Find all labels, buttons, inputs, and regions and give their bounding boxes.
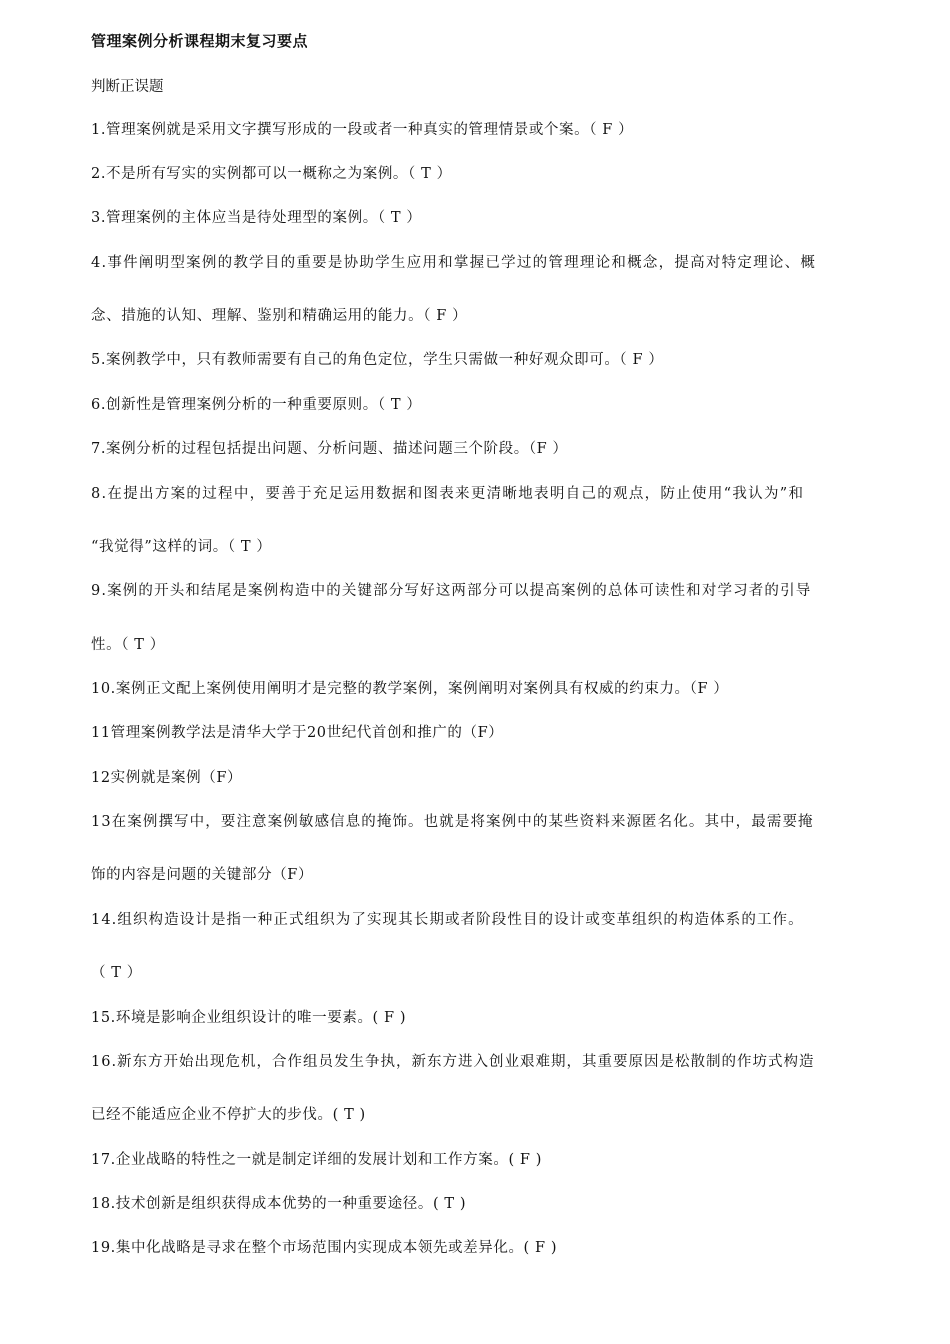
question-line-continued: 念、措施的认知、理解、鉴别和精确运用的能力。（ F ） bbox=[91, 308, 468, 324]
question-line: 5.案例教学中，只有教师需要有自己的角色定位，学生只需做一种好观众即可。（ F ） bbox=[91, 352, 664, 368]
question-line-continued: “我觉得”这样的词。（ T ） bbox=[91, 539, 272, 555]
question-line: 8.在提出方案的过程中，要善于充足运用数据和图表来更清晰地表明自己的观点，防止使用“我认为”和 bbox=[91, 486, 805, 502]
question-line-continued: 已经不能适应企业不停扩大的步伐。( T ) bbox=[91, 1107, 366, 1123]
question-line: 15.环境是影响企业组织设计的唯一要素。( F ) bbox=[91, 1010, 407, 1026]
document-title: 管理案例分析课程期末复习要点 bbox=[91, 32, 309, 50]
question-line: 18.技术创新是组织获得成本优势的一种重要途径。( T ) bbox=[91, 1196, 467, 1212]
question-line-continued: 饰的内容是问题的关键部分（F） bbox=[91, 867, 314, 883]
question-line: 16.新东方开始出现危机，合作组员发生争执，新东方进入创业艰难期，其重要原因是松散制的作坊式构造 bbox=[91, 1054, 815, 1070]
question-line-continued: 性。（ T ） bbox=[91, 637, 165, 653]
question-line: 17.企业战略的特性之一就是制定详细的发展计划和工作方案。( F ) bbox=[91, 1152, 543, 1168]
section-heading: 判断正误题 bbox=[91, 79, 164, 95]
question-line: 6.创新性是管理案例分析的一种重要原则。（ T ） bbox=[91, 397, 422, 413]
question-line: 3.管理案例的主体应当是待处理型的案例。（ T ） bbox=[91, 210, 422, 226]
question-line: 4.事件阐明型案例的教学目的重要是协助学生应用和掌握已学过的管理理论和概念，提高对特定理论、概 bbox=[91, 255, 817, 271]
question-line: 7.案例分析的过程包括提出问题、分析问题、描述问题三个阶段。（F ） bbox=[91, 441, 568, 457]
question-line: 12实例就是案例（F） bbox=[91, 770, 243, 786]
question-line: 9.案例的开头和结尾是案例构造中的关键部分写好这两部分可以提高案例的总体可读性和对学习者的引导 bbox=[91, 583, 812, 599]
question-line: 13在案例撰写中，要注意案例敏感信息的掩饰。也就是将案例中的某些资料来源匿名化。其中，最需要掩 bbox=[91, 814, 814, 830]
question-line: 10.案例正文配上案例使用阐明才是完整的教学案例，案例阐明对案例具有权威的约束力。（F ） bbox=[91, 681, 729, 697]
question-line-continued: （ T ） bbox=[91, 965, 142, 981]
question-line: 2.不是所有写实的实例都可以一概称之为案例。（ T ） bbox=[91, 166, 452, 182]
question-line: 11管理案例教学法是清华大学于20世纪代首创和推广的（F） bbox=[91, 725, 504, 741]
question-line: 14.组织构造设计是指一种正式组织为了实现其长期或者阶段性目的设计或变革组织的构造体系的工作。 bbox=[91, 912, 804, 928]
question-line: 19.集中化战略是寻求在整个市场范围内实现成本领先或差异化。( F ) bbox=[91, 1240, 558, 1256]
question-line: 1.管理案例就是采用文字撰写形成的一段或者一种真实的管理情景或个案。（ F ） bbox=[91, 122, 634, 138]
